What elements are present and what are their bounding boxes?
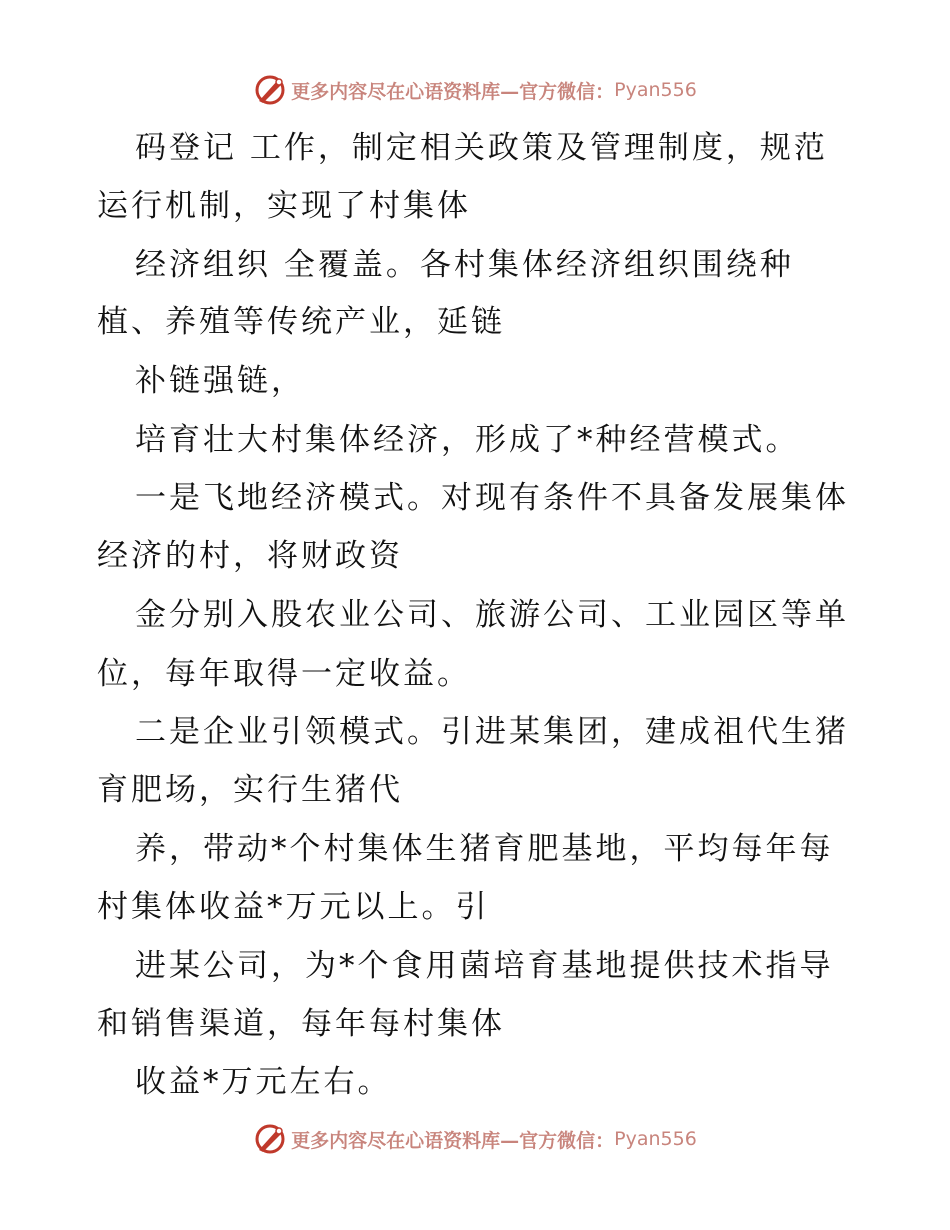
paragraph-line: 位，每年取得一定收益。 [97, 656, 471, 692]
paragraph-line: 一是飞地经济模式。对现有条件不具备发展集体 [135, 480, 849, 516]
watermark-text: 更多内容尽在心语资料库—官方微信： [291, 80, 615, 103]
paragraph-line: 培育壮大村集体经济，形成了*种经营模式。 [135, 422, 800, 458]
paragraph-line: 和销售渠道，每年每村集体 [97, 1006, 505, 1042]
paragraph-line: 经济的村，将财政资 [97, 538, 403, 574]
paragraph-line: 经济组织 全覆盖。各村集体经济组织围绕种 [135, 247, 794, 283]
watermark-text: 更多内容尽在心语资料库—官方微信： [291, 1129, 615, 1152]
paragraph-line: 养，带动*个村集体生猪育肥基地，平均每年每 [135, 831, 834, 867]
watermark-contact: Pyan556 [614, 79, 697, 101]
watermark-contact: Pyan556 [614, 1128, 697, 1150]
logo-icon [253, 1122, 287, 1156]
paragraph-line: 育肥场，实行生猪代 [97, 772, 403, 808]
paragraph-line: 进某公司，为*个食用菌培育基地提供技术指导 [135, 948, 834, 984]
paragraph-line: 植、养殖等传统产业，延链 [97, 304, 505, 340]
paragraph-line: 补链强链， [135, 363, 305, 399]
paragraph-line: 二是企业引领模式。引进某集团，建成祖代生猪 [135, 714, 849, 750]
paragraph-line: 收益*万元左右。 [135, 1064, 392, 1100]
paragraph-line: 村集体收益*万元以上。引 [97, 889, 490, 925]
paragraph-line: 运行机制，实现了村集体 [97, 188, 471, 224]
paragraph-line: 码登记 工作，制定相关政策及管理制度，规范 [135, 130, 828, 166]
footer-watermark [0, 1119, 950, 1159]
paragraph-line: 金分别入股农业公司、旅游公司、工业园区等单 [135, 597, 849, 633]
